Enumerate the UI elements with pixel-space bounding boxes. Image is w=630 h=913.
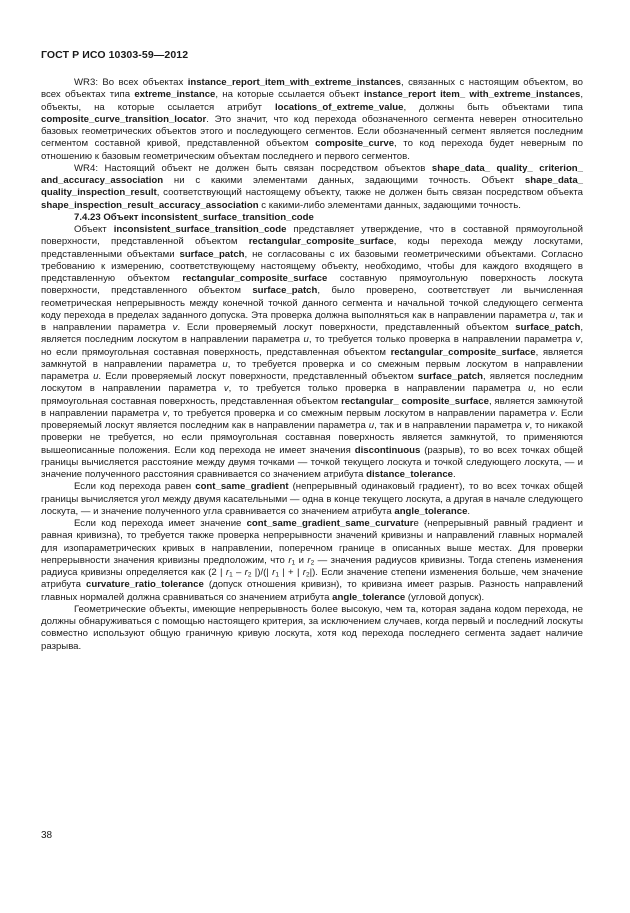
text-run: , является замкнутой в направлении параметра <box>41 346 583 370</box>
text-run: , но если прямоугольная составная поверхность, представленная объектом <box>41 383 583 407</box>
text-run: , должны быть объектами типа <box>403 101 583 113</box>
term: curvature_ratio_tolerance <box>86 579 204 591</box>
text-run: |)/(| <box>251 567 273 578</box>
text-run: . Если проверяемый лоскут поверхности, представленный объектом <box>98 371 418 382</box>
term: surface_patch <box>179 248 245 260</box>
text-run: , то код перехода будет неверным по отношению к базовым геометрическим объектам последнего и первого сегментов. <box>41 138 583 162</box>
text-run: (непрерывный одинаковый градиент), то во всех точках общей границы вычисляется угол между двумя касательными — одна в конце текущего лоскута, а другая в начале следующего лоскута, — и значение полученного угла сравнивается со значением атрибута <box>41 481 583 517</box>
text-run: Если код перехода имеет значение <box>74 518 247 529</box>
document-body <box>41 77 583 653</box>
paragraph <box>41 77 583 163</box>
term: shape_data_ quality_inspection_result <box>41 175 583 199</box>
math-variable: r <box>302 567 306 578</box>
math-variable: v <box>223 383 229 395</box>
term: inconsistent_surface_transition_code <box>113 224 287 235</box>
math-variable: v <box>162 407 168 419</box>
math-variable: u <box>368 420 375 431</box>
term: extreme_instance <box>134 89 216 101</box>
text-run: , так и в направлении параметра <box>374 420 525 431</box>
text-run: , то требуется только проверка в направлении параметра <box>308 334 576 346</box>
paragraph <box>41 518 583 604</box>
text-run: , является последним лоскутом в направлении параметра <box>41 322 583 346</box>
math-variable: u <box>222 358 228 370</box>
subscript: 1 <box>275 571 279 579</box>
text-run: , коды перехода между лоскутами, представленными объектами <box>41 236 583 260</box>
term: angle_tolerance <box>332 591 406 603</box>
text-run: составную прямоугольную поверхность лоскута поверхности, представленного объектом <box>41 273 583 297</box>
text-run: (разрыв), то во всех точках общей границы вычисляется расстояние между двумя точками — точкой текущего лоскута и точкой следующего лоскута, — и значение полученного расстояния сравнивается со значением атрибута <box>41 444 583 480</box>
term: locations_of_extreme_value <box>274 101 404 113</box>
term: surface_patch <box>252 285 318 297</box>
subscript: 2 <box>305 571 310 579</box>
subscript: 1 <box>229 571 233 579</box>
text-run: . Если проверяемый лоскут является последним как в направлении параметра <box>41 407 583 431</box>
math-variable: v <box>550 407 555 419</box>
text-run: . <box>453 469 456 480</box>
text-run: , объекты, на которые ссылается атрибут <box>41 89 583 113</box>
math-variable: u <box>528 383 534 395</box>
term: cont_same_gradient <box>195 481 289 493</box>
text-run: представляет утверждение, что в составной прямоугольной поверхности, представленной объектом <box>41 224 584 248</box>
term: cont_same_gradient_same_curvatur <box>246 518 414 529</box>
subscript: 2 <box>247 571 252 579</box>
term: rectangular_ composite_surface <box>341 395 489 407</box>
term: instance_report item_ with_extreme_instances <box>363 89 581 101</box>
text-run: , является последним лоскутом в направлении параметра <box>41 371 584 395</box>
term: composite_curve_transition_locator <box>41 113 207 125</box>
text-run: . Если проверяемый лоскут поверхности, представленный объектом <box>177 322 516 333</box>
text-run: (угловой допуск). <box>405 591 485 603</box>
subscript: 2 <box>310 559 315 567</box>
term: angle_tolerance <box>394 505 468 517</box>
math-variable: r <box>288 554 292 566</box>
text-run: , соответствующий настоящему объекту, также не должен быть связан посредством объекта <box>156 187 583 199</box>
math-variable: v <box>172 322 178 333</box>
text-run: , то требуется проверка и со смежным первым лоскутом в направлении параметра <box>41 358 583 382</box>
term: distance_tolerance <box>366 469 454 480</box>
text-run: , то никакой проверки не требуется, но если прямоугольная составная поверхность является замкнутой, то применяются вышеописанные положения. Если код перехода не имеет значения <box>41 420 583 456</box>
math-variable: r <box>307 554 311 566</box>
term: shape_data_ quality_ criterion_ and_accuracy_association <box>41 162 583 186</box>
text-run: , является замкнутой в направлении параметра <box>41 395 583 419</box>
text-run: WR3: Во всех объектах <box>74 77 188 88</box>
paragraph <box>41 224 583 481</box>
paragraph <box>41 481 583 518</box>
subscript: 1 <box>291 559 296 567</box>
text-run: , не согласованы с их базовыми геометрическими объектами. Согласно требованию к измерению, соответствующему настоящему объекту, необходимо, чтобы для каждого входящего в представленную объектом <box>41 248 584 284</box>
text-run: с какими-либо элементами данных, задающими точность. <box>258 199 521 211</box>
text-run: — значения радиусов кривизны. Тогда степень изменения радиуса кривизны определяется как (2 | <box>41 554 583 578</box>
text-run: , было проверено, соответствует ли вычисленная геометрическая непрерывность между конечной точкой данного сегмента и начальной точкой следующего сегмента коду перехода в пределах заданного допуска. Эта проверка должна выполняться как в направлении параметра <box>41 285 583 321</box>
text-run: 7.4.23 Объект inconsistent_surface_transition_code <box>74 211 314 223</box>
math-variable: r <box>272 567 276 578</box>
paragraph <box>41 604 583 653</box>
text-run: . Это значит, что код перехода обозначенного сегмента неверен относительно базовых геометрических объектов этого и последующего сегментов. Если обозначенный сегмент является последним сегментом составной кривой, представленной объектом <box>41 113 583 150</box>
text-run: , связанных с настоящим объектом, во всех объектах типа <box>41 77 584 101</box>
text-run: и <box>295 554 308 566</box>
term: rectangular_composite_surface <box>182 273 328 284</box>
text-run: Объект <box>74 224 114 235</box>
term: rectangular_composite_surface <box>390 346 536 358</box>
term: rectangular_composite_surface <box>248 236 394 248</box>
math-variable: r <box>225 567 230 578</box>
section-heading <box>41 212 583 224</box>
text-run: – <box>232 567 245 578</box>
paragraph <box>41 163 583 212</box>
text-run: | + | <box>278 567 303 578</box>
math-variable: u <box>549 309 556 321</box>
math-variable: u <box>303 334 309 346</box>
math-variable: r <box>244 567 248 578</box>
term: surface_patch <box>515 322 581 333</box>
math-variable: v <box>575 334 581 346</box>
text-run: Если код перехода равен <box>74 481 196 493</box>
text-run: , то требуется проверка и со смежным первым лоскутом в направлении параметра <box>167 407 551 419</box>
page-number: 38 <box>41 830 53 841</box>
term: instance_report_item_with_extreme_instances <box>187 77 401 88</box>
math-variable: u <box>93 371 99 382</box>
document-header: ГОСТ Р ИСО 10303-59—2012 <box>41 49 189 61</box>
term: shape_inspection_result_accuracy_association <box>41 199 259 211</box>
text-run: Геометрические объекты, имеющие непрерывность более высокую, чем та, которая задана кодом перехода, не должны обнаруживаться с помощью настоящего критерия, за исключением случаев, когда первый и последний лоскуты совместно используют общую граничную кривую лоскута, хотя код перехода последнего сегмента задает наличие разрыва. <box>41 603 583 652</box>
text-run: e (непрерывный равный градиент и равная кривизна), то требуется также проверка непрерывности значений кривизны и направлений главных нормалей для изопараметрических кривых в направлении, поперечном границе в описанных выше местах. Для проверки непрерывности значения кривизны предположим, что <box>41 518 583 566</box>
text-run: ни с какими элементами данных, задающими точность. Объект <box>163 175 525 186</box>
term: surface_patch <box>417 371 483 382</box>
text-run: (допуск отношения кривизн), то кривизна имеет разрыв. Разность направлений главных нормалей должна сравниваться со значением атрибута <box>41 579 583 603</box>
text-run: , но если прямоугольная составная поверхность, представленная объектом <box>41 334 584 358</box>
text-run: WR4: Настоящий объект не должен быть связан посредством объектов <box>74 162 432 174</box>
term: discontinuous <box>354 444 421 456</box>
text-run: . <box>467 505 471 517</box>
text-run: , то требуется только проверка в направлении параметра <box>228 383 529 395</box>
text-run: , на которые ссылается объект <box>215 89 364 101</box>
text-run: , так и в направлении параметра <box>41 309 583 333</box>
math-variable: v <box>524 420 530 431</box>
text-run: |). Если значение степени изменения больше, чем значение атрибута <box>41 567 584 591</box>
term: composite_curve <box>315 138 395 150</box>
